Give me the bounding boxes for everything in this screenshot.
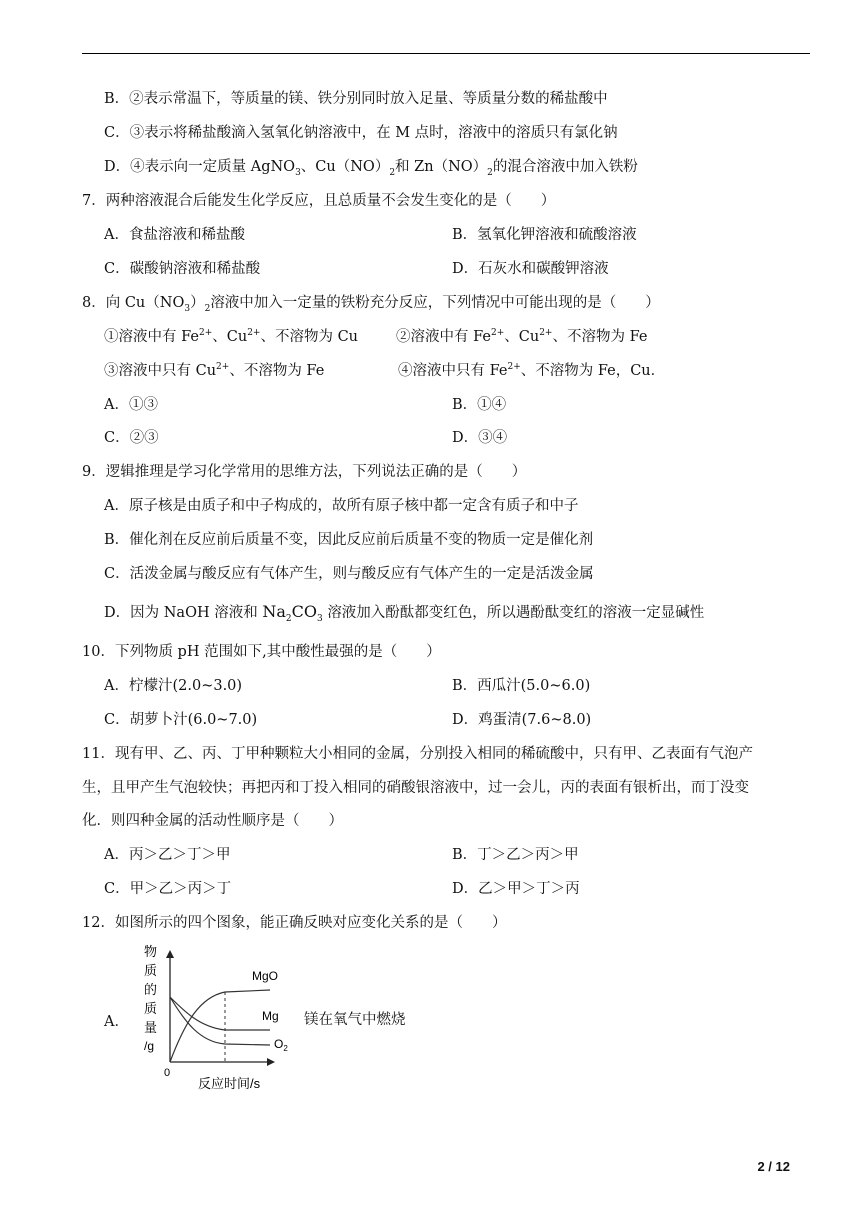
graph-curve-mgo [170, 990, 270, 1062]
q10-option-b: B．西瓜汁(5.0~6.0) [452, 678, 591, 694]
q9-option-c: C．活泼金属与酸反应有气体产生，则与酸反应有气体产生的一定是活泼金属 [104, 566, 594, 582]
q11-option-c: C．甲＞乙＞丙＞丁 [104, 881, 232, 897]
q8-option-a: A．①③ [104, 397, 158, 413]
q8-statement-1: ①溶液中有 $Fe^{2+}$、$Cu^{2+}$、不溶物为 Cu [104, 328, 359, 345]
q6-option-d: D．④表示向一定质量 AgNO$_3$、$Cu(NO)_2$和 $Zn(NO)_2$的混合溶液中加入铁粉 [104, 159, 638, 178]
graph-y-arrow [166, 950, 174, 958]
q9-option-d: D．因为 NaOH 溶液和 $Na_2CO_3$ 溶液加入酚酞都变红色，所以遇酚酞变红的溶液一定显碱性 [104, 602, 705, 624]
q11-stem-line-2: 生，且甲产生气泡较快；再把丙和丁投入相同的硝酸银溶液中，过一会儿，丙的表面有银析出，而丁没变 [82, 780, 749, 796]
q7-option-d: D．石灰水和碳酸钾溶液 [452, 261, 609, 277]
graph-xlabel: 反应时间/s [198, 1076, 261, 1091]
q10-option-a: A．柠檬汁(2.0~3.0) [104, 678, 243, 694]
q8-option-c: C．②③ [104, 430, 159, 446]
q11-stem-line-1: 11．现有甲、乙、丙、丁甲种颗粒大小相同的金属，分别投入相同的稀硫酸中，只有甲、乙表面有气泡产 [82, 746, 753, 762]
graph-ylabel-char: 质 [144, 1001, 158, 1016]
q6-option-c: C．③表示将稀盐酸滴入氢氧化钠溶液中，在 M 点时，溶液中的溶质只有氯化钠 [104, 125, 618, 141]
q8-option-d: D．③④ [452, 430, 508, 446]
q12-option-a-label: A． [104, 1014, 129, 1030]
graph-curve-o2 [170, 997, 270, 1045]
q10-stem: 10．下列物质 pH 范围如下,其中酸性最强的是（ ） [82, 644, 441, 660]
graph-ylabel-char: /g [144, 1039, 155, 1053]
q8-stem: 8．向 $Cu(NO_3)_2$溶液中加入一定量的铁粉充分反应，下列情况中可能出现的是（ ） [82, 295, 660, 314]
graph-ylabel-char: 量 [144, 1020, 158, 1035]
q8-statement-4: ④溶液中只有 $Fe^{2+}$、不溶物为 Fe，Cu． [398, 362, 666, 379]
q6-option-b: B．②表示常温下，等质量的镁、铁分别同时放入足量、等质量分数的稀盐酸中 [104, 91, 608, 107]
page-number: 2 / 12 [757, 1159, 790, 1174]
graph-series-label-mgo: MgO [252, 969, 279, 983]
q7-option-b: B．氢氧化钾溶液和硫酸溶液 [452, 227, 637, 243]
graph-ylabel-char: 质 [144, 963, 158, 978]
q11-option-d: D．乙＞甲＞丁＞丙 [452, 881, 580, 897]
q9-option-b: B．催化剂在反应前后质量不变，因此反应前后质量不变的物质一定是催化剂 [104, 532, 594, 548]
q11-option-a: A．丙＞乙＞丁＞甲 [104, 847, 231, 863]
graph-series-label-o2: $O_2$ [274, 1037, 288, 1053]
q8-statement-2: ②溶液中有 $Fe^{2+}$、$Cu^{2+}$、不溶物为 Fe [396, 328, 648, 345]
graph-x-arrow [267, 1058, 275, 1066]
q12-option-a-caption: 镁在氧气中燃烧 [304, 1012, 406, 1028]
q8-statement-3: ③溶液中只有 $Cu^{2+}$、不溶物为 Fe [104, 362, 325, 379]
q10-option-d: D．鸡蛋清(7.6~8.0) [452, 712, 592, 728]
q7-option-c: C．碳酸钠溶液和稀盐酸 [104, 261, 261, 277]
q12-stem: 12．如图所示的四个图象，能正确反映对应变化关系的是（ ） [82, 915, 507, 931]
graph-origin: 0 [164, 1067, 171, 1079]
q10-option-c: C．胡萝卜汁(6.0~7.0) [104, 712, 258, 728]
graph-ylabel-char: 物 [144, 944, 158, 959]
graph-series-label-mg: Mg [262, 1009, 279, 1023]
q8-option-b: B．①④ [452, 397, 507, 413]
q7-option-a: A．食盐溶液和稀盐酸 [104, 227, 245, 243]
graph-curve-mg [170, 997, 270, 1030]
graph-ylabel-char: 的 [144, 982, 158, 997]
q11-stem-line-3: 化．则四种金属的活动性顺序是（ ） [82, 813, 343, 829]
q11-option-b: B．丁＞乙＞丙＞甲 [452, 847, 579, 863]
q7-stem: 7．两种溶液混合后能发生化学反应，且总质量不会发生变化的是（ ） [82, 193, 556, 209]
q9-stem: 9．逻辑推理是学习化学常用的思维方法，下列说法正确的是（ ） [82, 464, 527, 480]
q9-option-a: A．原子核是由质子和中子构成的，故所有原子核中都一定含有质子和中子 [104, 498, 579, 514]
q12-option-a-graph [140, 942, 300, 1092]
header-rule [82, 53, 810, 54]
